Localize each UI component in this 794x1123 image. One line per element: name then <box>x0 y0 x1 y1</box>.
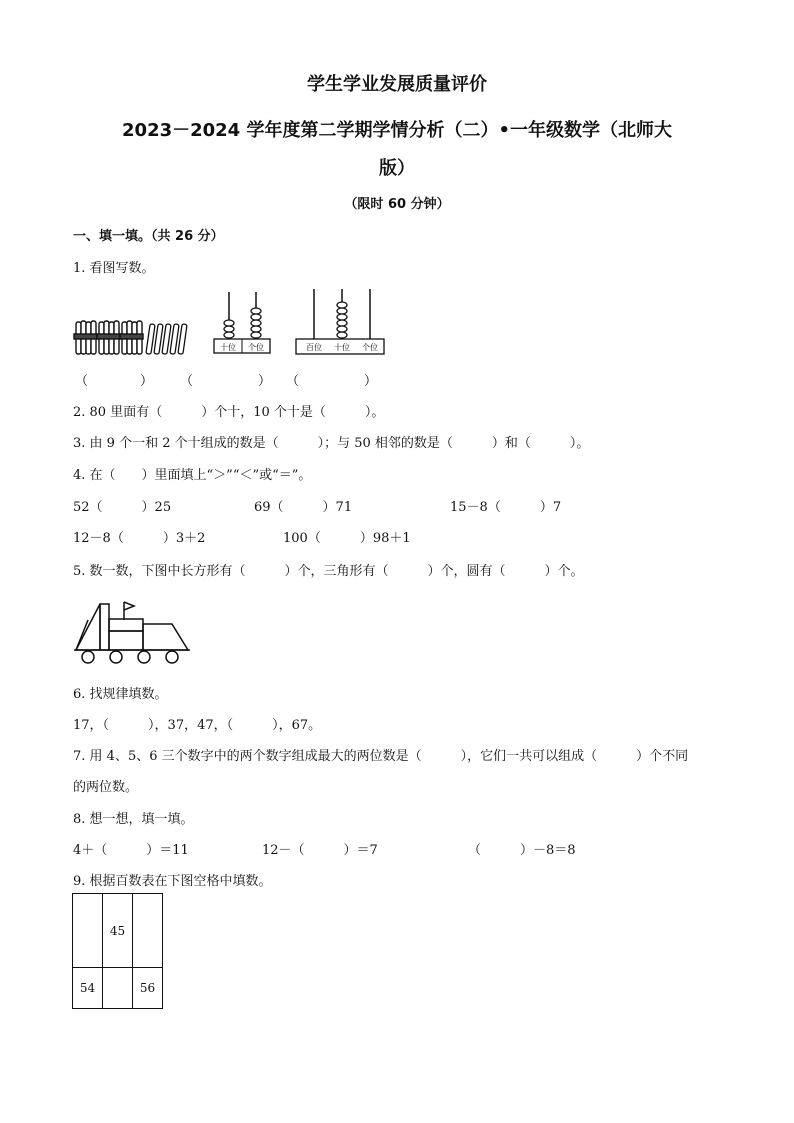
question-9: 9. 根据百数表在下图空格中填数。 <box>73 874 272 889</box>
question-7: 7. 用 4、5、6 三个数字中的两个数字组成最大的两位数是（ ），它们一共可以组成（ ）个不同 <box>73 749 689 764</box>
top-rect <box>109 619 143 631</box>
wheel-circle <box>138 651 150 663</box>
tens-beads <box>224 320 234 338</box>
flag-triangle <box>124 602 134 610</box>
cab-rect <box>100 604 109 650</box>
exam-title-cont: 版） <box>379 158 415 179</box>
grid-cell: 56 <box>133 968 163 1009</box>
wheel-circle <box>110 651 122 663</box>
compare-item: 52（ ）25 <box>73 500 172 515</box>
compare-item: 100（ ）98＋1 <box>283 531 411 546</box>
question-3: 3. 由 9 个一和 2 个十组成的数是（ ）；与 50 相邻的数是（ ）和（ ）。 <box>73 436 590 451</box>
grid-cell: 54 <box>73 968 103 1009</box>
body-rect <box>109 631 143 650</box>
stick-bundles-figure <box>73 318 189 358</box>
abacus-three-rods <box>294 287 386 357</box>
abacus-two-rods <box>212 290 272 356</box>
wheel-circle <box>166 651 178 663</box>
question-7-cont: 的两位数。 <box>73 780 139 795</box>
question-8: 8. 想一想，填一填。 <box>73 812 194 827</box>
pattern-sequence: 17，（ ），37，47，（ ），67。 <box>73 718 322 733</box>
grid-cell[interactable] <box>103 968 133 1009</box>
stick-bundle <box>97 321 120 354</box>
hundred-chart-grid <box>72 893 163 1009</box>
compare-item: 15－8（ ）7 <box>450 500 562 515</box>
question-2: 2. 80 里面有（ ）个十，10 个十是（ ）。 <box>73 405 385 420</box>
time-limit: （限时 60 分钟） <box>344 197 450 212</box>
equation-item: 4＋（ ）＝11 <box>73 843 189 858</box>
answer-blank-1[interactable]: （ ） <box>75 374 154 389</box>
ones-beads <box>251 308 261 338</box>
abacus-label-hundreds: 百位 <box>306 343 322 352</box>
abacus-label-ones: 个位 <box>248 343 264 352</box>
abacus-label-tens: 十位 <box>334 343 350 352</box>
wheel-circle <box>82 651 94 663</box>
equation-item: （ ）－8＝8 <box>468 843 576 858</box>
question-1: 1. 看图写数。 <box>73 261 155 276</box>
answer-blank-2[interactable]: （ ） <box>180 374 272 389</box>
grid-cell: 45 <box>103 894 133 968</box>
grid-cell[interactable] <box>73 894 103 968</box>
single-sticks <box>146 324 187 354</box>
front-triangle <box>76 604 100 650</box>
answer-blank-3[interactable]: （ ） <box>286 374 378 389</box>
question-4: 4. 在（ ）里面填上“＞”“＜”或“＝”。 <box>73 468 312 483</box>
question-6: 6. 找规律填数。 <box>73 687 168 702</box>
stick-bundle <box>74 321 97 354</box>
equation-item: 12－（ ）＝7 <box>262 843 378 858</box>
tens-beads <box>337 302 347 338</box>
abacus-label-ones: 个位 <box>362 343 378 352</box>
exam-title: 2023－2024 学年度第二学期学情分析（二）•一年级数学（北师大 <box>122 120 672 141</box>
compare-item: 12－8（ ）3＋2 <box>73 531 206 546</box>
section-heading: 一、填一填。（共 26 分） <box>73 229 224 244</box>
grid-cell[interactable] <box>133 894 163 968</box>
compare-item: 69（ ）71 <box>254 500 353 515</box>
page-title: 学生学业发展质量评价 <box>307 74 487 95</box>
question-5: 5. 数一数，下图中长方形有（ ）个，三角形有（ ）个，圆有（ ）个。 <box>73 564 584 579</box>
stick-bundle <box>120 321 143 354</box>
back-trapezoid <box>143 624 188 650</box>
train-shapes-figure <box>72 600 194 666</box>
abacus-label-tens: 十位 <box>220 343 236 352</box>
